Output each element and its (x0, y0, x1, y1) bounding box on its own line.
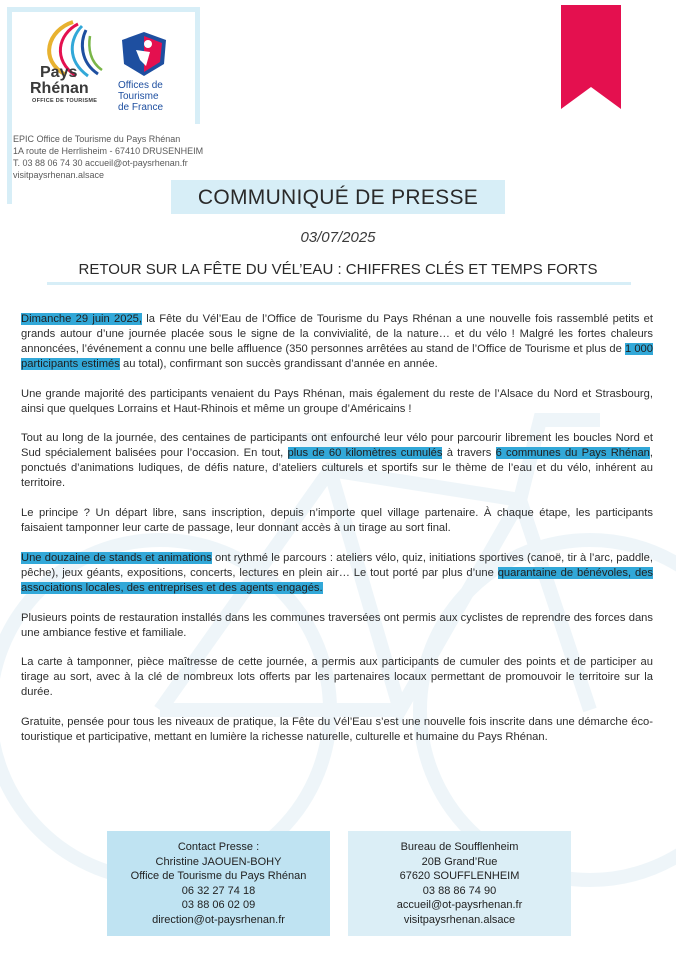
page-title: COMMUNIQUÉ DE PRESSE (171, 180, 505, 214)
logo-tagline: OFFICE DE TOURISME (32, 98, 98, 104)
text: ont rythmé le parcours : ateliers vélo, quiz, initiations sportives (canoë, tir à l’arc, paddle, pêche), jeux géants, expositions, concerts, lectures en plein air… Le tout porté par plus d’une (21, 551, 653, 579)
address-line: EPIC Office de Tourisme du Pays Rhénan (13, 134, 181, 144)
otf-line1: Offices de (118, 80, 163, 91)
paragraph (21, 431, 653, 491)
contact-phone: 03 88 06 02 09 (181, 899, 256, 912)
address-line: 1A route de Herrlisheim - 67410 DRUSENHEIM (13, 146, 204, 156)
office-city: 67620 SOUFFLENHEIM (399, 870, 520, 883)
otf-line2: Tourisme (118, 91, 159, 102)
subtitle-underline (47, 282, 631, 285)
office-name: Bureau de Soufflenheim (400, 841, 519, 853)
paragraph (21, 551, 653, 596)
text: Tout au long de la journée, des centaines de participants ont enfourché leur vélo pour parcourir librement les boucles Nord et Sud spécialement balisées pour l’occasion. En tout, (21, 432, 653, 460)
contact-heading: Contact Presse : (177, 841, 260, 853)
text: au total), confirmant son succès grandissant d’année en année. (119, 357, 438, 370)
contact-name: Christine JAOUEN-BOHY (155, 855, 282, 868)
highlight: Une douzaine de stands et animations (21, 551, 212, 564)
highlight: plus de 60 kilomètres cumulés (287, 447, 443, 460)
contact-phone: 06 32 27 74 18 (181, 884, 256, 897)
press-body (21, 312, 653, 760)
press-date: 03/07/2025 (300, 229, 376, 246)
press-subtitle: RETOUR SUR LA FÊTE DU VÉL’EAU : CHIFFRES CLÉS ET TEMPS FORTS (78, 261, 598, 278)
otf-line3: de France (118, 102, 164, 113)
paragraph: Gratuite, pensée pour tous les niveaux de pratique, la Fête du Vél’Eau s’est une nouvelle fois inscrite dans une démarche éco-touristique et participative, mettant en lumière la richesse naturelle, culturelle et humaine du Pays Rhénan. (21, 716, 653, 744)
office-phone: 03 88 86 74 90 (422, 884, 497, 897)
contact-email[interactable]: direction@ot-paysrhenan.fr (152, 913, 285, 926)
text: à travers (442, 447, 496, 460)
office-street: 20B Grand’Rue (421, 855, 498, 868)
logo-rhenan-text: Rhénan (30, 80, 89, 97)
paragraph: La carte à tamponner, pièce maîtresse de cette journée, a permis aux participants de cumuler des points et de participer au tirage au sort, avec à la clé de nombreux lots offerts par les partenaires locaux permettant de promouvoir le territoire sur la durée. (21, 656, 653, 699)
text: la Fête du Vél’Eau de l’Office de Tourisme du Pays Rhénan a une nouvelle fois rassemblé petits et grands autour d’une journée placée sous le signe de la convivialité, de la nature… et du vélo ! Malgré les fortes chaleurs annoncées, l’événement a connu une belle affluence (350 personnes arrêtées au stand de l’Office de Tourisme et plus de (21, 313, 654, 355)
highlight: 1 000 participants estimés (21, 342, 653, 370)
logo-pays-text: Pays (40, 64, 78, 81)
pays-rhenan-logo (18, 20, 103, 120)
red-ribbon-bookmark (561, 5, 621, 109)
office-contact-box (348, 831, 571, 936)
paragraph: Une grande majorité des participants venaient du Pays Rhénan, mais également du reste de l’Alsace du Nord et Strasbourg, ainsi que quelques Lorrains et Haut-Rhinois et même un groupe d’Américains ! (21, 387, 653, 415)
highlight: 6 communes du Pays Rhénan (495, 447, 650, 460)
offices-tourisme-france-logo (112, 30, 182, 120)
highlight: quarantaine de bénévoles, des associations locales, des entreprises et des agents engagés. (21, 566, 654, 594)
paragraph: Plusieurs points de restauration installés dans les communes traversées ont permis aux cyclistes de reprendre des forces dans une ambiance festive et familiale. (21, 611, 653, 639)
office-email[interactable]: accueil@ot-paysrhenan.fr (396, 899, 523, 912)
contact-org: Office de Tourisme du Pays Rhénan (130, 870, 307, 883)
office-website[interactable]: visitpaysrhenan.alsace (403, 913, 516, 926)
address-line: visitpaysrhenan.alsace (13, 170, 105, 180)
highlight: Dimanche 29 juin 2025, (21, 313, 143, 325)
press-contact-box (107, 831, 330, 936)
address-line: T. 03 88 06 74 30 accueil@ot-paysrhenan.fr (13, 158, 188, 168)
sender-address (13, 133, 203, 181)
paragraph: Le principe ? Un départ libre, sans inscription, depuis n’importe quel village partenaire. À chaque étape, les participants faisaient tamponner leur carte de passage, leur donnant accès à un tirage au sort final. (21, 507, 653, 534)
paragraph (21, 312, 653, 372)
text: , ponctués d’animations ludiques, de défis nature, d’ateliers culturels et sportifs sur le thème de l’eau et du vélo, inhérent au territoire. (21, 447, 654, 490)
